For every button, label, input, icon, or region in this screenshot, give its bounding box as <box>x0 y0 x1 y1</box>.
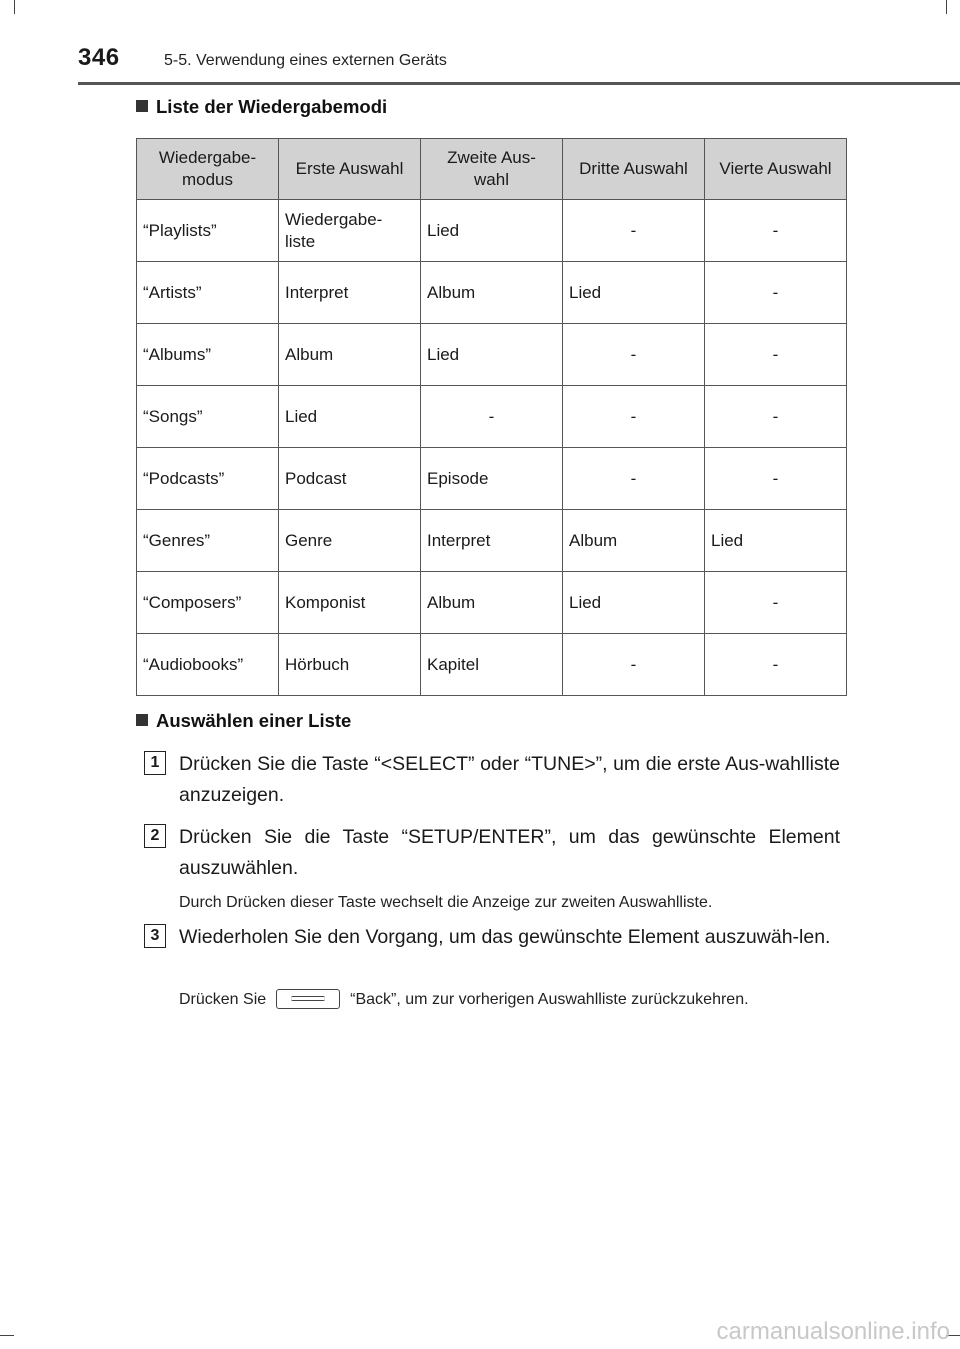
square-bullet-icon <box>136 100 148 112</box>
column-header: Zweite Aus- wahl <box>421 139 563 200</box>
table-cell: - <box>563 200 705 262</box>
table-cell: “Albums” <box>137 324 279 386</box>
table-cell: Podcast <box>279 448 421 510</box>
table-cell: - <box>563 634 705 696</box>
step-3 <box>144 922 840 953</box>
table-row <box>137 324 847 386</box>
back-key-icon <box>276 989 340 1009</box>
table-cell: “Playlists” <box>137 200 279 262</box>
table-cell: Wiedergabe- liste <box>279 200 421 262</box>
table-cell: - <box>705 448 847 510</box>
table-cell: Episode <box>421 448 563 510</box>
step-number: 2 <box>144 824 166 848</box>
table-cell: “Genres” <box>137 510 279 572</box>
table-cell: Hörbuch <box>279 634 421 696</box>
list-heading-text: Liste der Wiedergabemodi <box>156 96 388 117</box>
table-cell: Album <box>563 510 705 572</box>
header-rule <box>78 82 960 85</box>
table-cell: Album <box>421 262 563 324</box>
square-bullet-icon <box>136 714 148 726</box>
step-text: Drücken Sie die Taste “SETUP/ENTER”, um das gewünschte Element auszuwählen. <box>179 826 840 879</box>
column-header: Wiedergabe- modus <box>137 139 279 200</box>
table-cell: Interpret <box>279 262 421 324</box>
section-title: 5-5. Verwendung eines externen Geräts <box>164 52 447 69</box>
page-header <box>0 0 960 86</box>
select-heading <box>136 710 351 732</box>
step-text: Wiederholen Sie den Vorgang, um das gewünschte Element auszuwäh-len. <box>179 926 831 948</box>
table-cell: Lied <box>421 324 563 386</box>
table-cell: “Composers” <box>137 572 279 634</box>
table-cell: Interpret <box>421 510 563 572</box>
watermark: carmanualsonline.info <box>716 1318 950 1345</box>
table-cell: Lied <box>279 386 421 448</box>
page-number: 346 <box>78 44 120 71</box>
table-cell: - <box>705 200 847 262</box>
table-cell: - <box>563 448 705 510</box>
table-row <box>137 634 847 696</box>
crop-mark <box>0 1335 14 1336</box>
table-cell: Lied <box>421 200 563 262</box>
step-text: Drücken Sie die Taste “<SELECT” oder “TUNE>”, um die erste Aus-wahlliste anzuzeigen. <box>179 753 840 806</box>
playback-modes-table <box>136 138 847 696</box>
table-cell: - <box>563 386 705 448</box>
table-cell: Kapitel <box>421 634 563 696</box>
table-cell: - <box>705 634 847 696</box>
table-row <box>137 448 847 510</box>
step-2-note: Durch Drücken dieser Taste wechselt die Anzeige zur zweiten Auswahlliste. <box>179 894 713 911</box>
column-header: Vierte Auswahl <box>705 139 847 200</box>
table-cell: Lied <box>563 572 705 634</box>
table-cell: Lied <box>563 262 705 324</box>
table-row <box>137 200 847 262</box>
table-cell: Album <box>279 324 421 386</box>
table-cell: “Songs” <box>137 386 279 448</box>
table-row <box>137 262 847 324</box>
table-cell: Genre <box>279 510 421 572</box>
table-row <box>137 386 847 448</box>
step-number: 3 <box>144 924 166 948</box>
table-header-row <box>137 139 847 200</box>
table-cell: Album <box>421 572 563 634</box>
table-cell: Lied <box>705 510 847 572</box>
table-cell: - <box>705 386 847 448</box>
step-3-note <box>179 989 749 1009</box>
table-cell: - <box>705 572 847 634</box>
list-heading <box>136 96 387 118</box>
table-body <box>137 200 847 696</box>
table-row <box>137 510 847 572</box>
table-cell: - <box>705 262 847 324</box>
column-header: Dritte Auswahl <box>563 139 705 200</box>
table-cell: “Audiobooks” <box>137 634 279 696</box>
table-cell: - <box>705 324 847 386</box>
note-text-after: “Back”, um zur vorherigen Auswahlliste zurückzukehren. <box>350 991 749 1008</box>
table-cell: Komponist <box>279 572 421 634</box>
step-1 <box>144 749 840 811</box>
step-number: 1 <box>144 751 166 775</box>
step-2 <box>144 822 840 884</box>
table-cell: - <box>563 324 705 386</box>
column-header: Erste Auswahl <box>279 139 421 200</box>
table-cell: “Podcasts” <box>137 448 279 510</box>
select-heading-text: Auswählen einer Liste <box>156 710 352 731</box>
note-text-before: Drücken Sie <box>179 991 267 1008</box>
table-cell: “Artists” <box>137 262 279 324</box>
table-cell: - <box>421 386 563 448</box>
table-row <box>137 572 847 634</box>
